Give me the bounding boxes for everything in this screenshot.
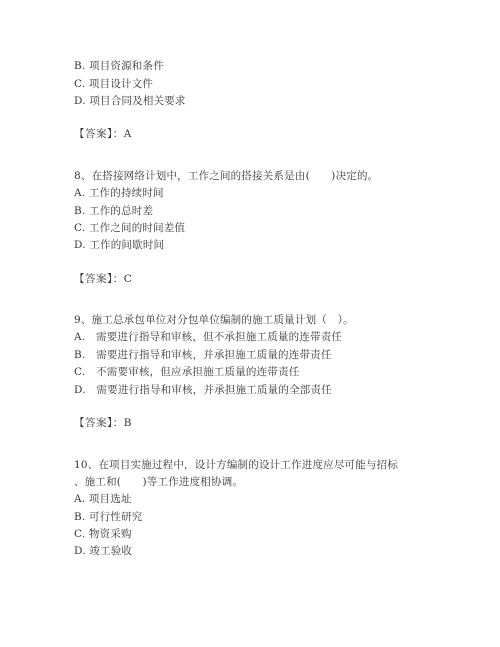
- q10-option-b: B. 可行性研究: [74, 511, 143, 523]
- q10-option-c: C. 物资采购: [74, 528, 132, 540]
- q8-option-c: C. 工作之间的时间差值: [74, 222, 186, 234]
- q7-option-c: C. 项目设计文件: [74, 78, 154, 90]
- q8-stem: 8、在搭接网络计划中，工作之间的搭接关系是由( )决定的。: [74, 170, 379, 182]
- q9-option-a: A. 需要进行指导和审核，但不承担施工质量的连带责任: [74, 331, 343, 343]
- q7-option-d: D. 项目合同及相关要求: [74, 95, 186, 107]
- q10-option-d: D. 竣工验收: [74, 545, 133, 557]
- q9-option-b: B. 需要进行指导和审核，并承担施工质量的连带责任: [74, 349, 332, 361]
- answer-7: 【答案】：A: [74, 128, 132, 140]
- q8-option-b: B. 工作的总时差: [74, 205, 154, 217]
- q9-option-c: C. 不需要审核，但应承担施工质量的连带责任: [74, 366, 300, 378]
- q8-option-d: D. 工作的间歇时间: [74, 239, 165, 251]
- q10-stem-line-1: 10、在项目实施过程中，设计方编制的设计工作进度应尽可能与招标: [74, 459, 399, 471]
- q8-option-a: A. 工作的持续时间: [74, 187, 164, 199]
- q7-option-b: B. 项目资源和条件: [74, 60, 164, 72]
- q9-option-d: D. 需要进行指导和审核，并承担施工质量的全部责任: [74, 384, 332, 396]
- q9-stem: 9、施工总承包单位对分包单位编制的施工质量计划（ ）。: [74, 314, 354, 326]
- q10-option-a: A. 项目选址: [74, 493, 132, 505]
- q10-stem-line-2: 、施工和( )等工作进度相协调。: [74, 476, 244, 488]
- answer-8: 【答案】：C: [74, 273, 133, 285]
- answer-9: 【答案】：B: [74, 417, 132, 429]
